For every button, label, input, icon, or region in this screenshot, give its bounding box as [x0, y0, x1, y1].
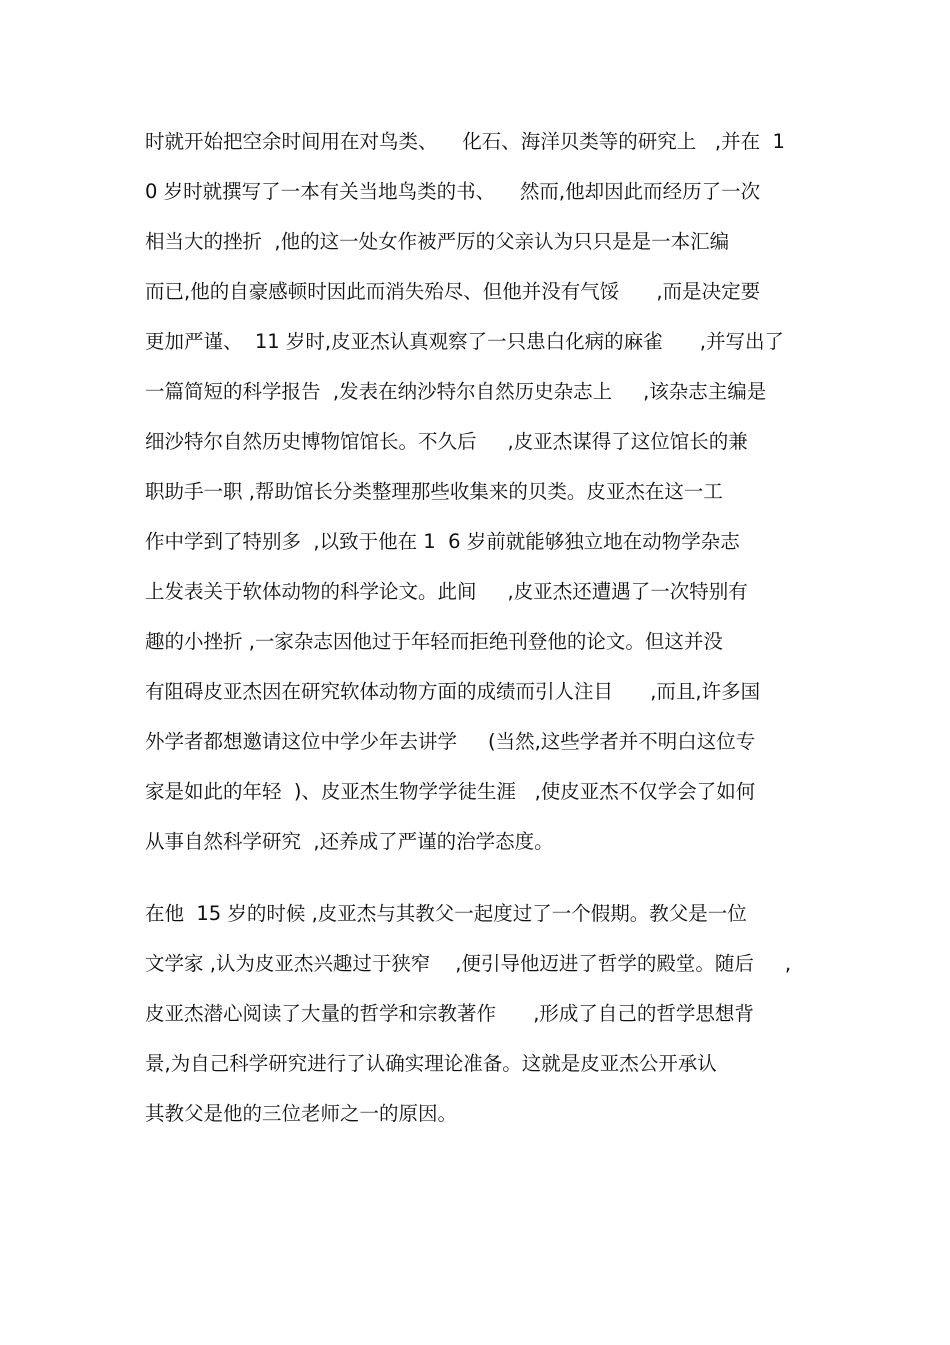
text-line: 更加严谨、 11 岁时,皮亚杰认真观察了一只患白化病的麻雀 ,并写出了	[145, 330, 784, 353]
text-line: 趣的小挫折 ,一家杂志因他过于年轻而拒绝刊登他的论文。但这并没	[145, 630, 723, 653]
text-line: 有阻碍皮亚杰因在研究软体动物方面的成绩而引人注目 ,而且,许多国	[145, 680, 761, 703]
text-line: 职助手一职 ,帮助馆长分类整理那些收集来的贝类。皮亚杰在这一工	[145, 480, 723, 503]
text-line: 家是如此的年轻 )、皮亚杰生物学学徒生涯 ,使皮亚杰不仅学会了如何	[145, 780, 756, 803]
text-line: 相当大的挫折 ,他的这一处女作被严厉的父亲认为只只是是一本汇编	[145, 230, 730, 253]
text-line: 而已,他的自豪感顿时因此而消失殆尽、但他并没有气馁 ,而是决定要	[145, 280, 761, 303]
text-line: 上发表关于软体动物的科学论文。此间 ,皮亚杰还遭遇了一次特别有	[145, 580, 748, 603]
text-line: 文学家 ,认为皮亚杰兴趣过于狭窄 ,便引导他迈进了哲学的殿堂。随后 ,	[145, 952, 792, 975]
text-line: 作中学到了特别多 ,以致于他在 1 6 岁前就能够独立地在动物学杂志	[145, 530, 740, 553]
text-line: 时就开始把空余时间用在对鸟类、 化石、海洋贝类等的研究上 ,并在 1	[145, 130, 785, 153]
text-line: 从事自然科学研究 ,还养成了严谨的治学态度。	[145, 830, 554, 853]
text-line: 其教父是他的三位老师之一的原因。	[145, 1102, 458, 1125]
paragraph-2	[145, 897, 825, 1147]
text-line: 皮亚杰潜心阅读了大量的哲学和宗教著作 ,形成了自己的哲学思想背	[145, 1002, 754, 1025]
text-line: 在他 15 岁的时候 ,皮亚杰与其教父一起度过了一个假期。教父是一位	[145, 902, 747, 925]
paragraph-1	[145, 125, 825, 875]
text-line: 景,为自己科学研究进行了认确实理论准备。这就是皮亚杰公开承认	[145, 1052, 717, 1075]
text-line: 0 岁时就撰写了一本有关当地鸟类的书、 然而,他却因此而经历了一次	[145, 180, 761, 203]
text-line: 外学者都想邀请这位中学少年去讲学 (当然,这些学者并不明白这位专	[145, 730, 756, 753]
text-line: 细沙特尔自然历史博物馆馆长。不久后 ,皮亚杰谋得了这位馆长的兼	[145, 430, 748, 453]
text-line: 一篇简短的科学报告 ,发表在纳沙特尔自然历史杂志上 ,该杂志主编是	[145, 380, 767, 403]
